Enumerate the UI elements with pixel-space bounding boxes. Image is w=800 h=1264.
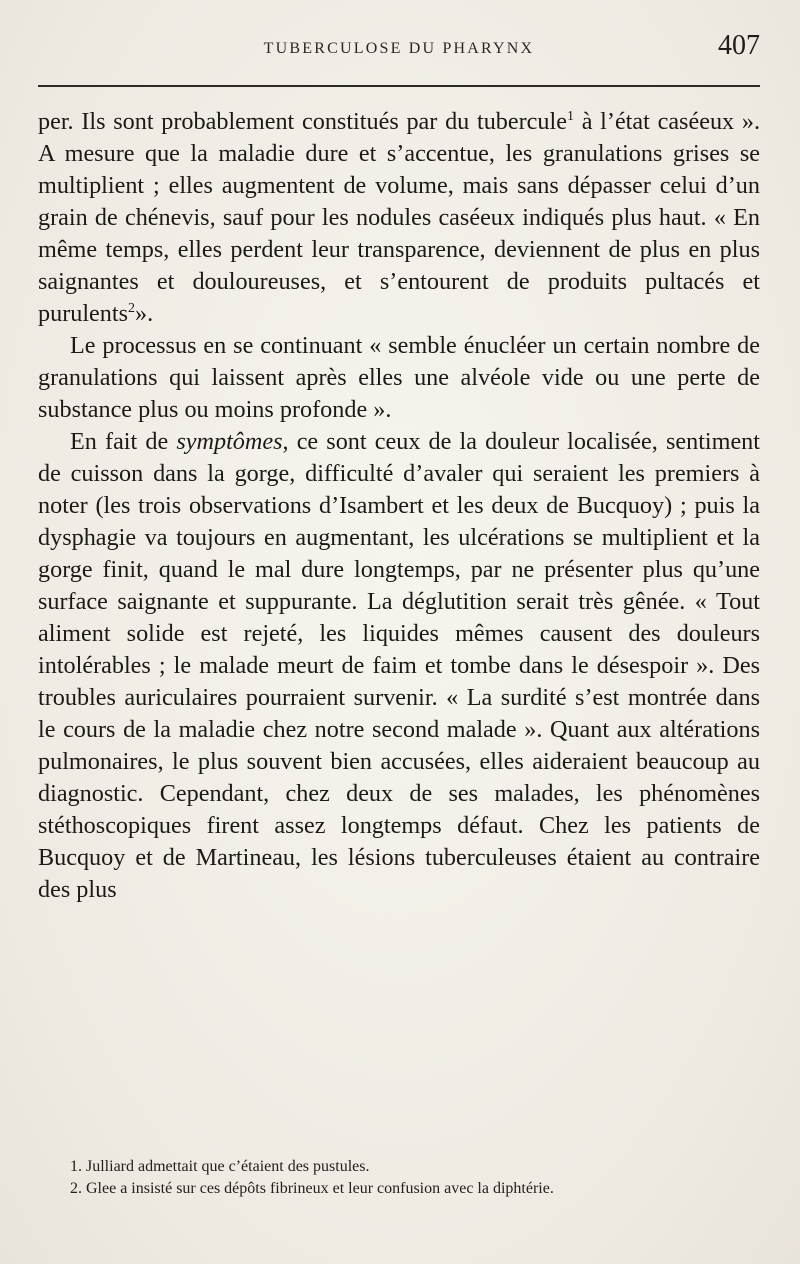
symptomes-emphasis: symptômes <box>176 428 283 455</box>
paragraph-2: Le processus en se continuant « semble énucléer un certain nombre de granulations qui laissent après elles une alvéole vide ou une perte de substance plus ou moins profonde ». <box>38 332 760 423</box>
paragraph-1-part-a: per. Ils sont probablement constitués par du tubercule <box>38 108 567 135</box>
page-header <box>38 30 760 70</box>
paragraph-3-part-b: , ce sont ceux de la douleur localisée, sentiment de cuisson dans la gorge, difficulté d’avaler qui seraient les premiers à noter (les trois observations d’Isambert et les deux de Bucquoy) ; puis la dysphagie va toujours en augmentant, les ulcérations se multiplient et la gorge finit, quand le mal dure longtemps, par ne présenter plus qu’une surface saignante et suppurante. La déglutition serait très gênée. « Tout aliment solide est rejeté, les liquides mêmes causent des douleurs intolérables ; le malade meurt de faim et tombe dans le désespoir ». Des troubles auriculaires pourraient survenir. « La surdité s’est montrée dans le cours de la maladie chez notre second malade ». Quant aux altérations pulmonaires, le plus souvent bien accusées, elles aideraient beaucoup au diagnostic. Cependant, chez deux de ses malades, les phénomènes stéthoscopiques firent assez longtemps défaut. Chez les patients de Bucquoy et de Martineau, les lésions tuberculeuses étaient au contraire des plus <box>38 428 760 903</box>
footnotes <box>38 1156 760 1200</box>
paragraph-3-part-a: En fait de <box>70 428 177 455</box>
paragraph-1-part-c: ». <box>135 300 154 327</box>
header-rule <box>38 85 760 87</box>
main-text <box>38 106 760 906</box>
footnote-ref-1: 1 <box>566 108 574 124</box>
paragraph-1 <box>38 106 760 330</box>
footnote-2: 2. Glee a insisté sur ces dépôts fibrineux et leur confusion avec la diphtérie. <box>70 1180 554 1197</box>
page-number: 407 <box>718 30 760 61</box>
paragraph-3 <box>38 426 760 906</box>
running-head: TUBERCULOSE DU PHARYNX <box>263 40 535 57</box>
footnote-ref-2: 2 <box>128 300 136 316</box>
footnote-1: 1. Julliard admettait que c’étaient des pustules. <box>70 1158 370 1175</box>
paragraph-1-part-b: à l’état caséeux ». A mesure que la maladie dure et s’accentue, les granulations grises se multiplient ; elles augmentent de volume, mais sans dépasser celui d’un grain de chénevis, sauf pour les nodules caséeux indiqués plus haut. « En même temps, elles perdent leur transparence, deviennent de plus en plus saignantes et douloureuses, et s’entourent de produits pultacés et purulents <box>38 108 760 327</box>
